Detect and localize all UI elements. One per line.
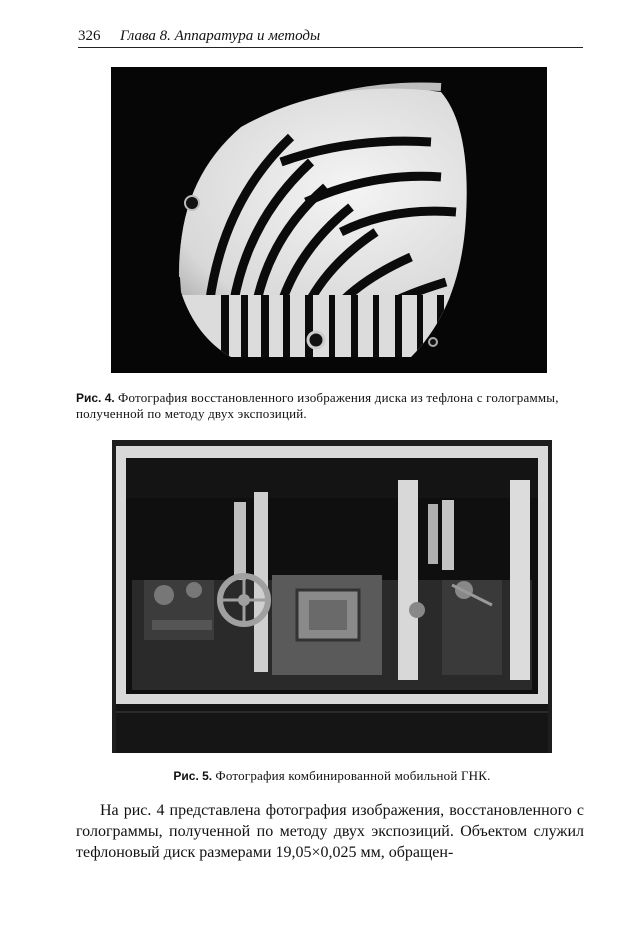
running-title: Глава 8. Аппаратура и методы (120, 28, 321, 44)
fringe-pattern-image (111, 67, 547, 373)
figure-5-photo (112, 440, 552, 753)
equipment-photo-image (112, 440, 552, 753)
figure-4-caption-text: Фотография восстановленного изображения диска из тефлона с голограммы, полученной по методу двух экспозиций. (76, 390, 559, 421)
header-rule (78, 47, 583, 48)
page-number: 326 (78, 28, 101, 44)
figure-5-label: Рис. 5. (173, 769, 213, 783)
figure-5-caption-text: Фотография комбинированной мобильной ГНК. (215, 768, 491, 783)
figure-4-label: Рис. 4. (76, 391, 115, 405)
figure-4-caption (76, 390, 584, 422)
figure-4-photo (111, 67, 547, 373)
figure-5-caption (78, 768, 586, 784)
body-paragraph: На рис. 4 представлена фотография изображения, восстановленного с голограммы, полученной по методу двух экспозиций. Объектом служил тефлоновый диск размерами 19,05×0,025 мм, обращен- (76, 802, 584, 861)
page-header (78, 28, 583, 48)
